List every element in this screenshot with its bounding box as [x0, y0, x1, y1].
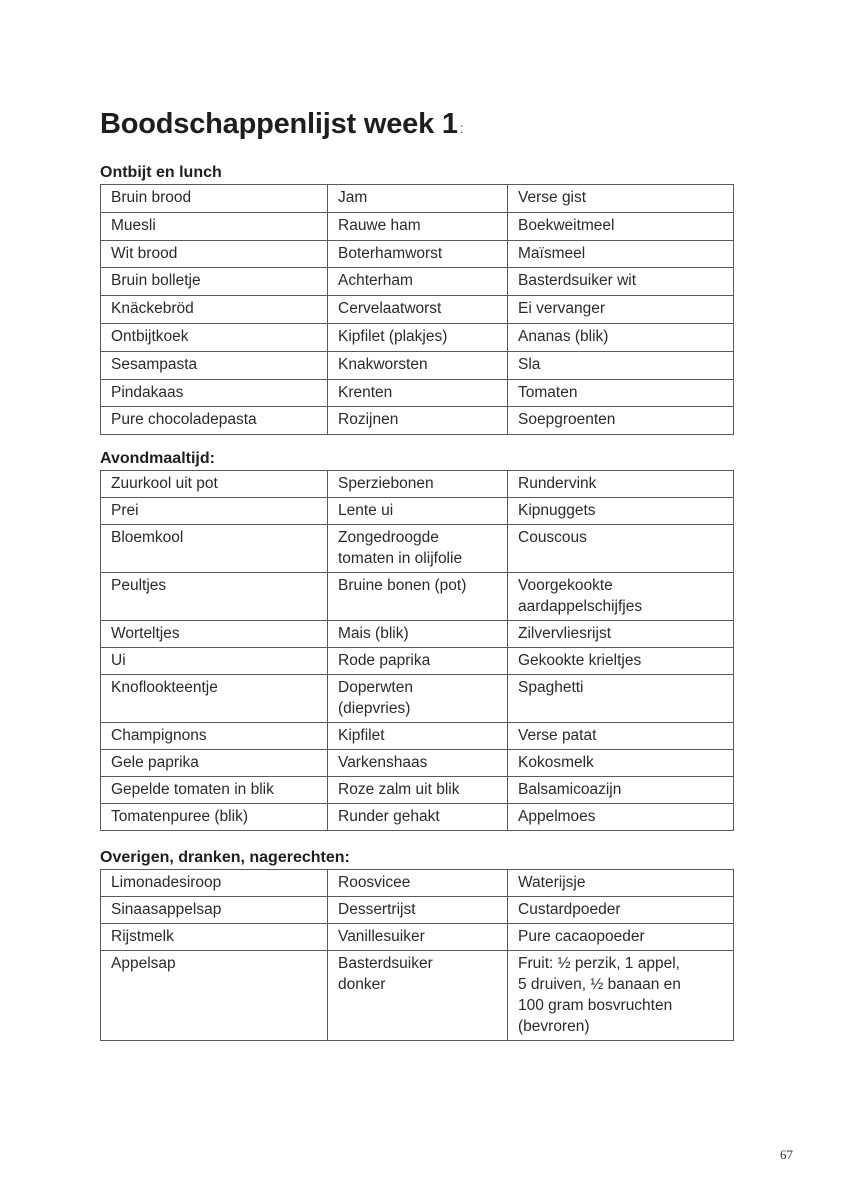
table-cell: Lente ui	[328, 498, 508, 525]
table-cell: Pure chocoladepasta	[101, 407, 328, 435]
section-overigen	[100, 847, 733, 1041]
table-cell: Jam	[328, 185, 508, 213]
table-cell: Appelsap	[101, 951, 328, 1041]
section-heading: Overigen, dranken, nagerechten:	[100, 849, 350, 866]
table-row	[101, 924, 734, 951]
table-row	[101, 723, 734, 750]
grocery-table	[100, 869, 734, 1041]
table-cell: Sinaasappelsap	[101, 897, 328, 924]
table-cell: Verse gist	[508, 185, 734, 213]
table-row	[101, 379, 734, 407]
table-cell: Bloemkool	[101, 525, 328, 573]
table-cell: Fruit: ½ perzik, 1 appel, 5 druiven, ½ banaan en 100 gram bosvruchten (bevroren)	[508, 951, 734, 1041]
table-cell: Sperziebonen	[328, 471, 508, 498]
table-cell: Kipnuggets	[508, 498, 734, 525]
table-cell: Pindakaas	[101, 379, 328, 407]
table-cell: Voorgekookte aardappelschijfjes	[508, 573, 734, 621]
section-ontbijt-en-lunch	[100, 162, 733, 435]
table-cell: Rauwe ham	[328, 212, 508, 240]
table-cell: Wit brood	[101, 240, 328, 268]
table-cell: Tomaten	[508, 379, 734, 407]
table-cell: Balsamicoazijn	[508, 777, 734, 804]
table-cell: Custardpoeder	[508, 897, 734, 924]
table-row	[101, 804, 734, 831]
table-row	[101, 212, 734, 240]
table-cell: Soepgroenten	[508, 407, 734, 435]
page-number: 67	[780, 1147, 793, 1162]
table-cell: Ananas (blik)	[508, 323, 734, 351]
table-cell: Roze zalm uit blik	[328, 777, 508, 804]
table-row	[101, 777, 734, 804]
section-heading: Avondmaaltijd:	[100, 450, 215, 467]
table-cell: Sesampasta	[101, 351, 328, 379]
table-cell: Varkenshaas	[328, 750, 508, 777]
table-cell: Zongedroogde tomaten in olijfolie	[328, 525, 508, 573]
table-cell: Pure cacaopoeder	[508, 924, 734, 951]
table-row	[101, 407, 734, 435]
table-row	[101, 296, 734, 324]
page-title-text: Boodschappenlijst week 1	[100, 108, 458, 140]
grocery-table	[100, 470, 734, 831]
table-cell: Rijstmelk	[101, 924, 328, 951]
table-cell: Gekookte krieltjes	[508, 648, 734, 675]
table-cell: Boterhamworst	[328, 240, 508, 268]
table-cell: Gepelde tomaten in blik	[101, 777, 328, 804]
table-cell: Knäckebröd	[101, 296, 328, 324]
table-cell: Ontbijtkoek	[101, 323, 328, 351]
table-row	[101, 525, 734, 573]
section-heading: Ontbijt en lunch	[100, 164, 222, 181]
table-cell: Muesli	[101, 212, 328, 240]
table-cell: Cervelaatworst	[328, 296, 508, 324]
table-row	[101, 951, 734, 1041]
table-cell: Spaghetti	[508, 675, 734, 723]
page-title	[100, 108, 464, 141]
table-cell: Ei vervanger	[508, 296, 734, 324]
table-row	[101, 573, 734, 621]
table-cell: Peultjes	[101, 573, 328, 621]
page-title-colon: :	[459, 120, 464, 136]
grocery-table	[100, 184, 734, 435]
table-cell: Couscous	[508, 525, 734, 573]
table-cell: Appelmoes	[508, 804, 734, 831]
table-row	[101, 323, 734, 351]
table-cell: Basterdsuiker wit	[508, 268, 734, 296]
table-cell: Bruin brood	[101, 185, 328, 213]
table-row	[101, 621, 734, 648]
table-cell: Bruine bonen (pot)	[328, 573, 508, 621]
table-row	[101, 750, 734, 777]
table-cell: Rundervink	[508, 471, 734, 498]
table-cell: Rozijnen	[328, 407, 508, 435]
table-cell: Krenten	[328, 379, 508, 407]
table-cell: Runder gehakt	[328, 804, 508, 831]
table-row	[101, 351, 734, 379]
table-row	[101, 648, 734, 675]
table-cell: Knoflookteentje	[101, 675, 328, 723]
table-row	[101, 471, 734, 498]
table-cell: Rode paprika	[328, 648, 508, 675]
table-row	[101, 268, 734, 296]
table-row	[101, 498, 734, 525]
table-cell: Zilvervliesrijst	[508, 621, 734, 648]
table-cell: Kipfilet	[328, 723, 508, 750]
table-cell: Achterham	[328, 268, 508, 296]
table-cell: Ui	[101, 648, 328, 675]
table-cell: Basterdsuiker donker	[328, 951, 508, 1041]
table-cell: Mais (blik)	[328, 621, 508, 648]
table-cell: Roosvicee	[328, 870, 508, 897]
table-cell: Champignons	[101, 723, 328, 750]
table-cell: Gele paprika	[101, 750, 328, 777]
table-cell: Worteltjes	[101, 621, 328, 648]
table-cell: Verse patat	[508, 723, 734, 750]
table-row	[101, 240, 734, 268]
table-cell: Doperwten (diepvries)	[328, 675, 508, 723]
table-row	[101, 185, 734, 213]
table-cell: Vanillesuiker	[328, 924, 508, 951]
table-cell: Knakworsten	[328, 351, 508, 379]
table-cell: Bruin bolletje	[101, 268, 328, 296]
section-avondmaaltijd	[100, 448, 733, 831]
table-cell: Waterijsje	[508, 870, 734, 897]
table-row	[101, 870, 734, 897]
table-cell: Zuurkool uit pot	[101, 471, 328, 498]
table-cell: Sla	[508, 351, 734, 379]
table-cell: Kokosmelk	[508, 750, 734, 777]
table-row	[101, 897, 734, 924]
table-row	[101, 675, 734, 723]
table-cell: Dessertrijst	[328, 897, 508, 924]
table-cell: Kipfilet (plakjes)	[328, 323, 508, 351]
table-cell: Prei	[101, 498, 328, 525]
table-cell: Limonadesiroop	[101, 870, 328, 897]
table-cell: Tomatenpuree (blik)	[101, 804, 328, 831]
table-cell: Maïsmeel	[508, 240, 734, 268]
table-cell: Boekweitmeel	[508, 212, 734, 240]
